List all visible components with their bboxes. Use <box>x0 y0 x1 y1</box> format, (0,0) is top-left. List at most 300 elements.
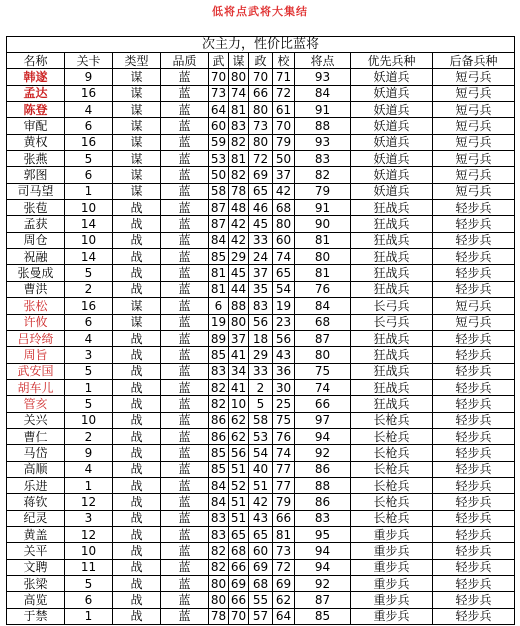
cell-backup: 轻步兵 <box>433 559 515 575</box>
table-row <box>7 494 515 510</box>
cell-backup: 轻步兵 <box>433 412 515 428</box>
cell-mou: 34 <box>229 363 249 379</box>
table-row <box>7 330 515 346</box>
cell-wu: 84 <box>209 477 229 493</box>
cell-name: 黄权 <box>7 134 65 150</box>
cell-type: 战 <box>113 526 161 542</box>
cell-primary: 妖道兵 <box>351 102 433 118</box>
cell-points: 91 <box>295 102 351 118</box>
cell-primary: 长枪兵 <box>351 412 433 428</box>
cell-points: 81 <box>295 232 351 248</box>
cell-points: 75 <box>295 363 351 379</box>
cell-name: 张苞 <box>7 200 65 216</box>
cell-backup: 轻步兵 <box>433 363 515 379</box>
cell-backup: 轻步兵 <box>433 445 515 461</box>
cell-wu: 82 <box>209 559 229 575</box>
cell-zheng: 42 <box>249 494 273 510</box>
cell-zheng: 66 <box>249 85 273 101</box>
cell-backup: 轻步兵 <box>433 510 515 526</box>
table-row <box>7 379 515 395</box>
cell-name: 高顺 <box>7 461 65 477</box>
table-caption: 次主力，性价比蓝将 <box>7 37 515 53</box>
cell-quality: 蓝 <box>161 428 209 444</box>
cell-xiao: 64 <box>273 608 295 624</box>
cell-type: 战 <box>113 494 161 510</box>
cell-backup: 轻步兵 <box>433 428 515 444</box>
cell-quality: 蓝 <box>161 396 209 412</box>
cell-zheng: 56 <box>249 314 273 330</box>
cell-primary: 长枪兵 <box>351 510 433 526</box>
table-row <box>7 85 515 101</box>
cell-xiao: 74 <box>273 445 295 461</box>
column-header-stage: 关卡 <box>65 53 113 69</box>
cell-type: 战 <box>113 249 161 265</box>
table-row <box>7 134 515 150</box>
cell-mou: 45 <box>229 265 249 281</box>
cell-name: 于禁 <box>7 608 65 624</box>
cell-xiao: 60 <box>273 232 295 248</box>
cell-wu: 85 <box>209 445 229 461</box>
cell-type: 战 <box>113 592 161 608</box>
table-row <box>7 445 515 461</box>
cell-quality: 蓝 <box>161 102 209 118</box>
column-header-zheng: 政 <box>249 53 273 69</box>
table-row <box>7 314 515 330</box>
cell-wu: 6 <box>209 298 229 314</box>
cell-quality: 蓝 <box>161 330 209 346</box>
cell-quality: 蓝 <box>161 134 209 150</box>
cell-xiao: 70 <box>273 118 295 134</box>
cell-stage: 2 <box>65 281 113 297</box>
cell-name: 周旨 <box>7 347 65 363</box>
cell-mou: 37 <box>229 330 249 346</box>
cell-primary: 狂战兵 <box>351 216 433 232</box>
cell-quality: 蓝 <box>161 298 209 314</box>
cell-type: 谋 <box>113 314 161 330</box>
cell-quality: 蓝 <box>161 232 209 248</box>
cell-points: 80 <box>295 347 351 363</box>
cell-xiao: 23 <box>273 314 295 330</box>
cell-xiao: 68 <box>273 200 295 216</box>
cell-xiao: 62 <box>273 592 295 608</box>
header-row <box>7 53 515 69</box>
table-row <box>7 281 515 297</box>
cell-zheng: 69 <box>249 559 273 575</box>
cell-wu: 83 <box>209 363 229 379</box>
cell-name: 吕玲绮 <box>7 330 65 346</box>
cell-primary: 长弓兵 <box>351 298 433 314</box>
cell-mou: 68 <box>229 543 249 559</box>
cell-zheng: 65 <box>249 526 273 542</box>
cell-xiao: 37 <box>273 167 295 183</box>
cell-points: 91 <box>295 200 351 216</box>
cell-quality: 蓝 <box>161 347 209 363</box>
cell-type: 战 <box>113 281 161 297</box>
cell-primary: 狂战兵 <box>351 249 433 265</box>
cell-name: 管亥 <box>7 396 65 412</box>
table-row <box>7 477 515 493</box>
cell-backup: 轻步兵 <box>433 396 515 412</box>
column-header-mou: 谋 <box>229 53 249 69</box>
cell-wu: 86 <box>209 428 229 444</box>
cell-name: 郭图 <box>7 167 65 183</box>
cell-stage: 9 <box>65 69 113 85</box>
cell-name: 关兴 <box>7 412 65 428</box>
cell-primary: 狂战兵 <box>351 347 433 363</box>
cell-type: 战 <box>113 216 161 232</box>
cell-points: 87 <box>295 330 351 346</box>
cell-type: 谋 <box>113 118 161 134</box>
cell-zheng: 68 <box>249 576 273 592</box>
cell-backup: 轻步兵 <box>433 200 515 216</box>
column-header-wu: 武 <box>209 53 229 69</box>
cell-primary: 重步兵 <box>351 526 433 542</box>
cell-zheng: 57 <box>249 608 273 624</box>
cell-mou: 41 <box>229 379 249 395</box>
cell-quality: 蓝 <box>161 494 209 510</box>
cell-type: 谋 <box>113 134 161 150</box>
cell-mou: 81 <box>229 151 249 167</box>
table-row <box>7 510 515 526</box>
column-header-primary: 优先兵种 <box>351 53 433 69</box>
cell-name: 黄盖 <box>7 526 65 542</box>
cell-mou: 78 <box>229 183 249 199</box>
cell-type: 战 <box>113 330 161 346</box>
cell-xiao: 71 <box>273 69 295 85</box>
cell-points: 93 <box>295 69 351 85</box>
cell-type: 战 <box>113 477 161 493</box>
cell-name: 张梁 <box>7 576 65 592</box>
cell-wu: 70 <box>209 69 229 85</box>
cell-wu: 59 <box>209 134 229 150</box>
cell-points: 83 <box>295 510 351 526</box>
cell-primary: 妖道兵 <box>351 183 433 199</box>
cell-type: 战 <box>113 608 161 624</box>
cell-wu: 64 <box>209 102 229 118</box>
cell-primary: 狂战兵 <box>351 396 433 412</box>
cell-zheng: 72 <box>249 151 273 167</box>
general-roster-table <box>6 36 515 625</box>
cell-primary: 妖道兵 <box>351 151 433 167</box>
cell-stage: 1 <box>65 183 113 199</box>
cell-mou: 69 <box>229 576 249 592</box>
cell-xiao: 72 <box>273 85 295 101</box>
cell-quality: 蓝 <box>161 592 209 608</box>
table-row <box>7 249 515 265</box>
cell-zheng: 73 <box>249 118 273 134</box>
cell-xiao: 42 <box>273 183 295 199</box>
cell-stage: 1 <box>65 608 113 624</box>
cell-zheng: 2 <box>249 379 273 395</box>
cell-quality: 蓝 <box>161 526 209 542</box>
cell-name: 祝融 <box>7 249 65 265</box>
cell-zheng: 60 <box>249 543 273 559</box>
cell-points: 79 <box>295 183 351 199</box>
cell-type: 战 <box>113 510 161 526</box>
cell-zheng: 33 <box>249 232 273 248</box>
cell-name: 审配 <box>7 118 65 134</box>
cell-name: 周仓 <box>7 232 65 248</box>
cell-points: 81 <box>295 265 351 281</box>
cell-type: 谋 <box>113 298 161 314</box>
cell-zheng: 45 <box>249 216 273 232</box>
cell-type: 战 <box>113 559 161 575</box>
cell-points: 66 <box>295 396 351 412</box>
table-row <box>7 592 515 608</box>
cell-points: 84 <box>295 85 351 101</box>
table-row <box>7 461 515 477</box>
cell-stage: 5 <box>65 576 113 592</box>
cell-backup: 轻步兵 <box>433 232 515 248</box>
cell-zheng: 80 <box>249 134 273 150</box>
cell-quality: 蓝 <box>161 445 209 461</box>
cell-mou: 88 <box>229 298 249 314</box>
cell-zheng: 53 <box>249 428 273 444</box>
cell-zheng: 33 <box>249 363 273 379</box>
cell-primary: 妖道兵 <box>351 69 433 85</box>
cell-primary: 狂战兵 <box>351 265 433 281</box>
cell-backup: 轻步兵 <box>433 576 515 592</box>
cell-primary: 长枪兵 <box>351 428 433 444</box>
cell-name: 司马望 <box>7 183 65 199</box>
cell-quality: 蓝 <box>161 118 209 134</box>
cell-wu: 82 <box>209 396 229 412</box>
cell-xiao: 77 <box>273 477 295 493</box>
cell-xiao: 54 <box>273 281 295 297</box>
cell-points: 93 <box>295 134 351 150</box>
cell-backup: 短弓兵 <box>433 85 515 101</box>
cell-name: 蒋钦 <box>7 494 65 510</box>
cell-mou: 52 <box>229 477 249 493</box>
cell-quality: 蓝 <box>161 461 209 477</box>
column-header-quality: 品质 <box>161 53 209 69</box>
cell-stage: 3 <box>65 510 113 526</box>
cell-type: 战 <box>113 396 161 412</box>
cell-backup: 短弓兵 <box>433 298 515 314</box>
cell-xiao: 65 <box>273 265 295 281</box>
cell-xiao: 43 <box>273 347 295 363</box>
cell-points: 86 <box>295 461 351 477</box>
cell-name: 文聘 <box>7 559 65 575</box>
cell-stage: 10 <box>65 412 113 428</box>
cell-primary: 长枪兵 <box>351 445 433 461</box>
cell-name: 马岱 <box>7 445 65 461</box>
cell-zheng: 46 <box>249 200 273 216</box>
cell-wu: 87 <box>209 200 229 216</box>
cell-backup: 短弓兵 <box>433 151 515 167</box>
cell-mou: 82 <box>229 134 249 150</box>
cell-primary: 狂战兵 <box>351 232 433 248</box>
cell-wu: 87 <box>209 216 229 232</box>
cell-stage: 10 <box>65 200 113 216</box>
cell-mou: 42 <box>229 232 249 248</box>
cell-wu: 82 <box>209 379 229 395</box>
cell-wu: 80 <box>209 576 229 592</box>
cell-points: 92 <box>295 576 351 592</box>
cell-wu: 78 <box>209 608 229 624</box>
cell-name: 许攸 <box>7 314 65 330</box>
cell-mou: 82 <box>229 167 249 183</box>
cell-zheng: 70 <box>249 69 273 85</box>
cell-primary: 重步兵 <box>351 608 433 624</box>
cell-type: 战 <box>113 543 161 559</box>
cell-stage: 5 <box>65 396 113 412</box>
table-row <box>7 428 515 444</box>
cell-type: 战 <box>113 347 161 363</box>
cell-name: 乐进 <box>7 477 65 493</box>
cell-quality: 蓝 <box>161 314 209 330</box>
cell-mou: 41 <box>229 347 249 363</box>
cell-points: 76 <box>295 281 351 297</box>
cell-stage: 14 <box>65 216 113 232</box>
table-row <box>7 151 515 167</box>
cell-stage: 4 <box>65 330 113 346</box>
cell-wu: 85 <box>209 461 229 477</box>
table-row <box>7 608 515 624</box>
table-row <box>7 183 515 199</box>
cell-wu: 60 <box>209 118 229 134</box>
cell-backup: 轻步兵 <box>433 281 515 297</box>
column-header-backup: 后备兵种 <box>433 53 515 69</box>
cell-backup: 短弓兵 <box>433 183 515 199</box>
cell-backup: 轻步兵 <box>433 216 515 232</box>
cell-wu: 53 <box>209 151 229 167</box>
cell-xiao: 25 <box>273 396 295 412</box>
cell-zheng: 5 <box>249 396 273 412</box>
page-title: 低将点武将大集结 <box>212 5 308 18</box>
cell-mou: 74 <box>229 85 249 101</box>
cell-quality: 蓝 <box>161 608 209 624</box>
cell-backup: 轻步兵 <box>433 526 515 542</box>
cell-wu: 84 <box>209 232 229 248</box>
cell-stage: 11 <box>65 559 113 575</box>
cell-backup: 短弓兵 <box>433 102 515 118</box>
cell-stage: 6 <box>65 592 113 608</box>
cell-backup: 轻步兵 <box>433 347 515 363</box>
cell-type: 谋 <box>113 85 161 101</box>
cell-primary: 狂战兵 <box>351 379 433 395</box>
cell-backup: 轻步兵 <box>433 265 515 281</box>
cell-stage: 16 <box>65 298 113 314</box>
cell-type: 谋 <box>113 102 161 118</box>
cell-xiao: 79 <box>273 494 295 510</box>
cell-type: 战 <box>113 576 161 592</box>
cell-quality: 蓝 <box>161 559 209 575</box>
cell-backup: 轻步兵 <box>433 592 515 608</box>
column-header-name: 名称 <box>7 53 65 69</box>
cell-stage: 6 <box>65 167 113 183</box>
cell-stage: 12 <box>65 526 113 542</box>
cell-name: 张曼成 <box>7 265 65 281</box>
cell-mou: 62 <box>229 412 249 428</box>
table-row <box>7 347 515 363</box>
cell-mou: 83 <box>229 118 249 134</box>
cell-stage: 4 <box>65 461 113 477</box>
cell-points: 90 <box>295 216 351 232</box>
cell-mou: 42 <box>229 216 249 232</box>
table-row <box>7 396 515 412</box>
cell-mou: 70 <box>229 608 249 624</box>
roster-body <box>7 69 515 625</box>
table-row <box>7 118 515 134</box>
cell-mou: 62 <box>229 428 249 444</box>
cell-zheng: 58 <box>249 412 273 428</box>
cell-quality: 蓝 <box>161 543 209 559</box>
cell-wu: 83 <box>209 526 229 542</box>
cell-xiao: 81 <box>273 526 295 542</box>
cell-xiao: 75 <box>273 412 295 428</box>
cell-type: 谋 <box>113 151 161 167</box>
cell-mou: 10 <box>229 396 249 412</box>
cell-primary: 重步兵 <box>351 559 433 575</box>
cell-primary: 重步兵 <box>351 543 433 559</box>
cell-type: 谋 <box>113 183 161 199</box>
table-row <box>7 298 515 314</box>
cell-stage: 16 <box>65 134 113 150</box>
cell-points: 94 <box>295 559 351 575</box>
cell-type: 战 <box>113 232 161 248</box>
cell-zheng: 55 <box>249 592 273 608</box>
table-row <box>7 69 515 85</box>
cell-wu: 86 <box>209 412 229 428</box>
cell-type: 战 <box>113 412 161 428</box>
cell-type: 战 <box>113 461 161 477</box>
cell-quality: 蓝 <box>161 281 209 297</box>
cell-stage: 1 <box>65 379 113 395</box>
cell-stage: 5 <box>65 265 113 281</box>
cell-type: 战 <box>113 445 161 461</box>
cell-wu: 84 <box>209 494 229 510</box>
cell-points: 94 <box>295 543 351 559</box>
cell-zheng: 51 <box>249 477 273 493</box>
cell-type: 战 <box>113 265 161 281</box>
cell-xiao: 61 <box>273 102 295 118</box>
cell-primary: 妖道兵 <box>351 85 433 101</box>
cell-backup: 短弓兵 <box>433 314 515 330</box>
table-row <box>7 576 515 592</box>
cell-quality: 蓝 <box>161 510 209 526</box>
cell-mou: 66 <box>229 559 249 575</box>
cell-stage: 10 <box>65 232 113 248</box>
cell-type: 战 <box>113 379 161 395</box>
cell-wu: 81 <box>209 281 229 297</box>
cell-mou: 81 <box>229 102 249 118</box>
table-row <box>7 363 515 379</box>
cell-type: 谋 <box>113 167 161 183</box>
cell-backup: 轻步兵 <box>433 543 515 559</box>
cell-xiao: 69 <box>273 576 295 592</box>
table-row <box>7 265 515 281</box>
cell-zheng: 35 <box>249 281 273 297</box>
cell-stage: 5 <box>65 151 113 167</box>
cell-primary: 长枪兵 <box>351 461 433 477</box>
cell-primary: 狂战兵 <box>351 200 433 216</box>
cell-primary: 重步兵 <box>351 592 433 608</box>
cell-wu: 82 <box>209 543 229 559</box>
cell-backup: 短弓兵 <box>433 118 515 134</box>
cell-backup: 轻步兵 <box>433 330 515 346</box>
cell-type: 谋 <box>113 69 161 85</box>
cell-stage: 6 <box>65 118 113 134</box>
cell-quality: 蓝 <box>161 576 209 592</box>
cell-xiao: 72 <box>273 559 295 575</box>
cell-mou: 56 <box>229 445 249 461</box>
cell-mou: 29 <box>229 249 249 265</box>
cell-stage: 5 <box>65 363 113 379</box>
cell-zheng: 24 <box>249 249 273 265</box>
cell-points: 92 <box>295 445 351 461</box>
column-header-points: 将点 <box>295 53 351 69</box>
